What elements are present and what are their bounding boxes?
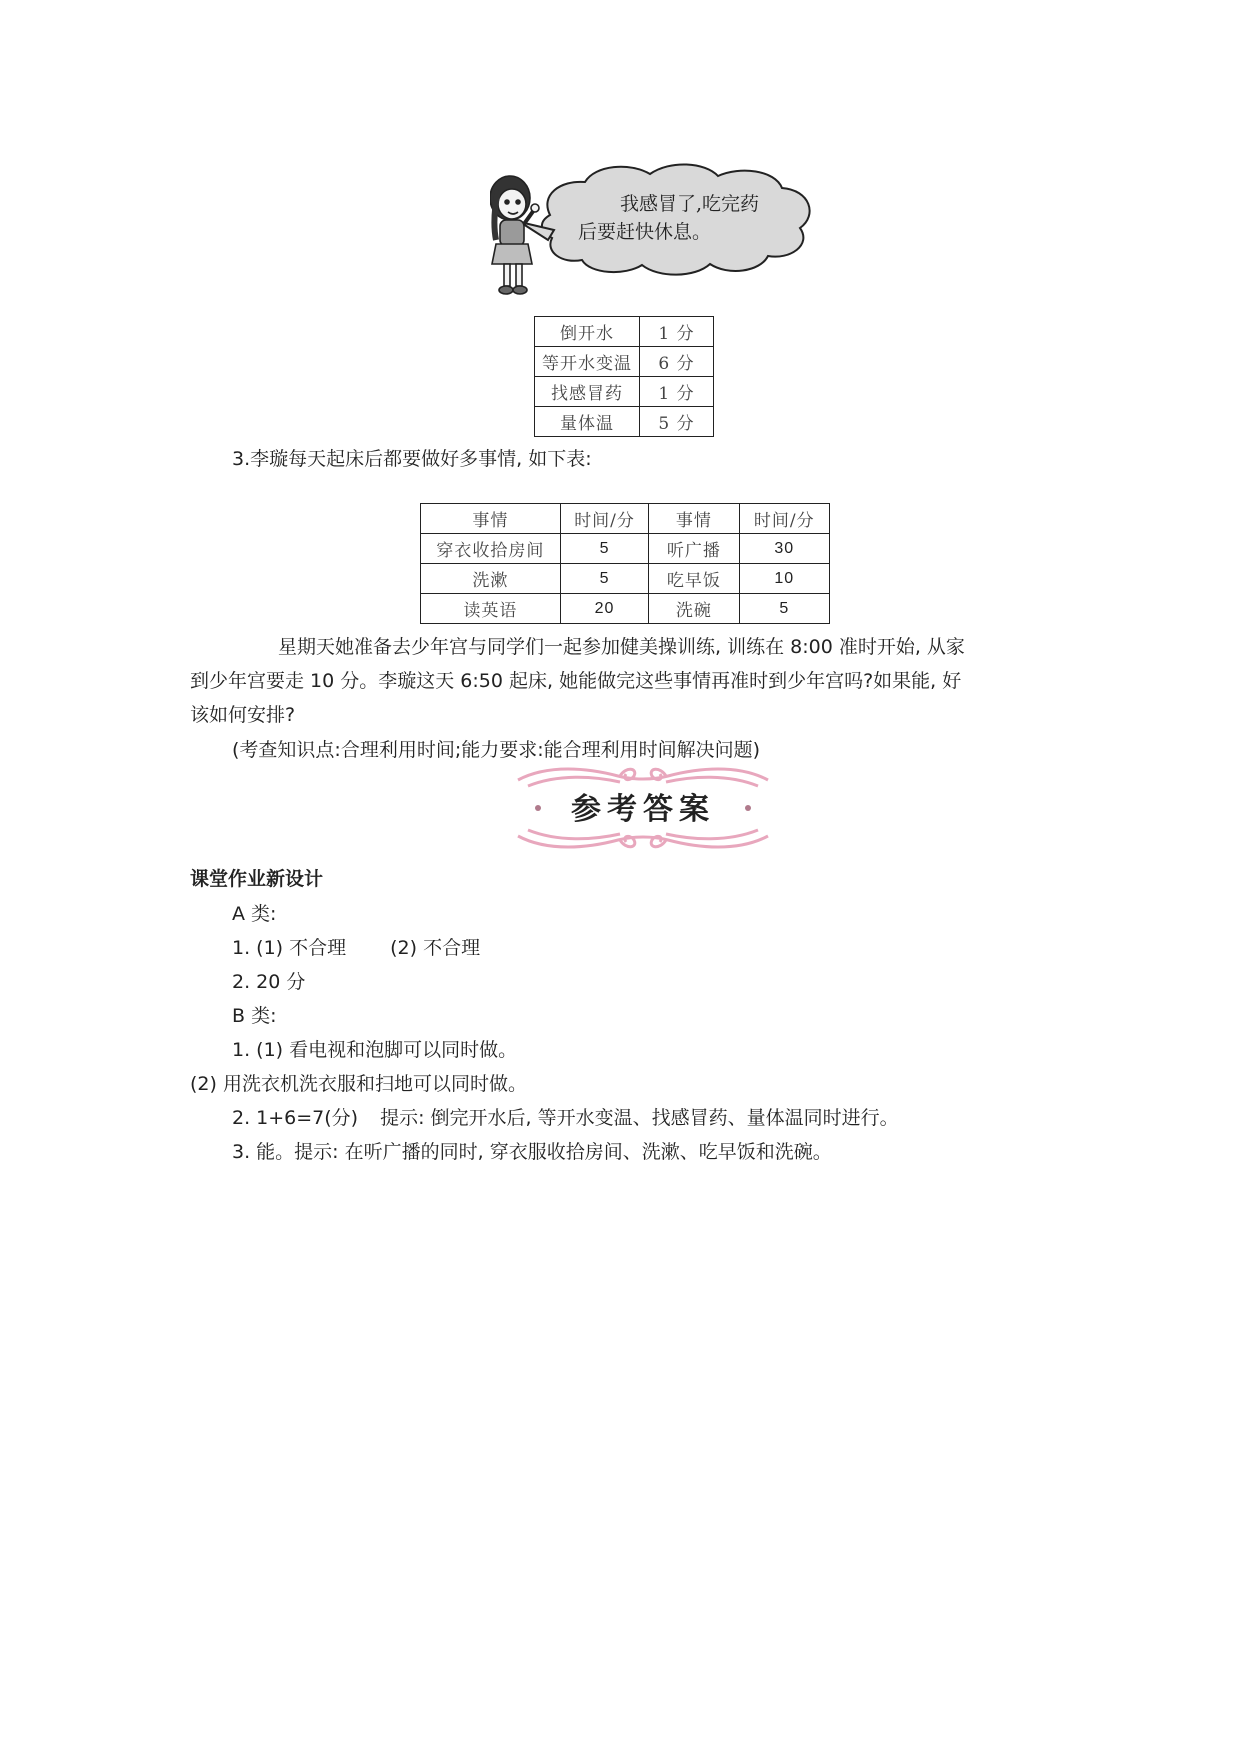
table-cell: 10	[739, 564, 829, 594]
table-cell: 吃早饭	[649, 564, 739, 594]
banner-title: 参考答案	[571, 792, 715, 827]
answer-b2-part-1: 2. 1+6=7(分)	[232, 1107, 359, 1129]
answer-b1-line-1: 1. (1) 看电视和泡脚可以同时做。	[232, 1039, 518, 1061]
table-cell: 穿衣收拾房间	[421, 534, 561, 564]
table-header: 事情	[421, 504, 561, 534]
question-3-line-3: 该如何安排?	[190, 704, 296, 726]
bubble-line-1: 我感冒了,吃完药	[620, 193, 760, 215]
table-cell: 20	[560, 594, 648, 624]
table-row	[535, 377, 714, 407]
table-cell: 1 分	[640, 377, 714, 407]
table-cell: 等开水变温	[535, 347, 640, 377]
table-row	[421, 534, 830, 564]
knowledge-point-note: (考查知识点:合理利用时间;能力要求:能合理利用时间解决问题)	[232, 739, 761, 761]
table-cell: 找感冒药	[535, 377, 640, 407]
question-3-line-2: 到少年宫要走 10 分。李璇这天 6:50 起床, 她能做完这些事情再准时到少年宫吗?如果能, 好	[190, 670, 962, 692]
table-row	[421, 594, 830, 624]
answer-a-label: A 类:	[232, 903, 277, 925]
answer-b3: 3. 能。提示: 在听广播的同时, 穿衣服收拾房间、洗漱、吃早饭和洗碗。	[232, 1141, 832, 1163]
table-row	[535, 407, 714, 437]
answers-heading: 课堂作业新设计	[190, 868, 324, 890]
table-header-row	[421, 504, 830, 534]
answer-b-label: B 类:	[232, 1005, 277, 1027]
table-cell: 量体温	[535, 407, 640, 437]
answer-b1-line-2: (2) 用洗衣机洗衣服和扫地可以同时做。	[190, 1073, 527, 1095]
table-header: 时间/分	[739, 504, 829, 534]
table-header: 时间/分	[560, 504, 648, 534]
answer-a2: 2. 20 分	[232, 971, 306, 993]
table-cell: 5	[739, 594, 829, 624]
answer-a1-part-1: 1. (1) 不合理	[232, 937, 347, 959]
table-cell: 听广播	[649, 534, 739, 564]
morning-tasks-table	[420, 503, 830, 624]
bubble-line-2: 后要赶快休息。	[578, 221, 712, 243]
table-row	[535, 317, 714, 347]
question-3-intro: 3.李璇每天起床后都要做好多事情, 如下表:	[232, 448, 592, 470]
table-header: 事情	[649, 504, 739, 534]
table-row	[421, 564, 830, 594]
medicine-time-table	[534, 316, 714, 437]
table-cell: 6 分	[640, 347, 714, 377]
table-cell: 读英语	[421, 594, 561, 624]
table-cell: 5 分	[640, 407, 714, 437]
answer-a1-part-2: (2) 不合理	[390, 937, 481, 959]
table-cell: 洗漱	[421, 564, 561, 594]
table-row	[535, 347, 714, 377]
speech-bubble	[520, 164, 810, 274]
question-3-line-1: 星期天她准备去少年宫与同学们一起参加健美操训练, 训练在 8:00 准时开始, 从家	[278, 636, 965, 658]
table-cell: 5	[560, 564, 648, 594]
answer-a1	[232, 931, 480, 965]
table-cell: 洗碗	[649, 594, 739, 624]
table-cell: 倒开水	[535, 317, 640, 347]
table-cell: 30	[739, 534, 829, 564]
girl-speech-illustration	[490, 160, 820, 310]
answer-b2	[232, 1101, 899, 1135]
answer-key-banner	[508, 762, 778, 854]
table-cell: 5	[560, 534, 648, 564]
answer-b2-part-2: 提示: 倒完开水后, 等开水变温、找感冒药、量体温同时进行。	[380, 1107, 899, 1129]
table-cell: 1 分	[640, 317, 714, 347]
girl-figure	[490, 176, 539, 294]
